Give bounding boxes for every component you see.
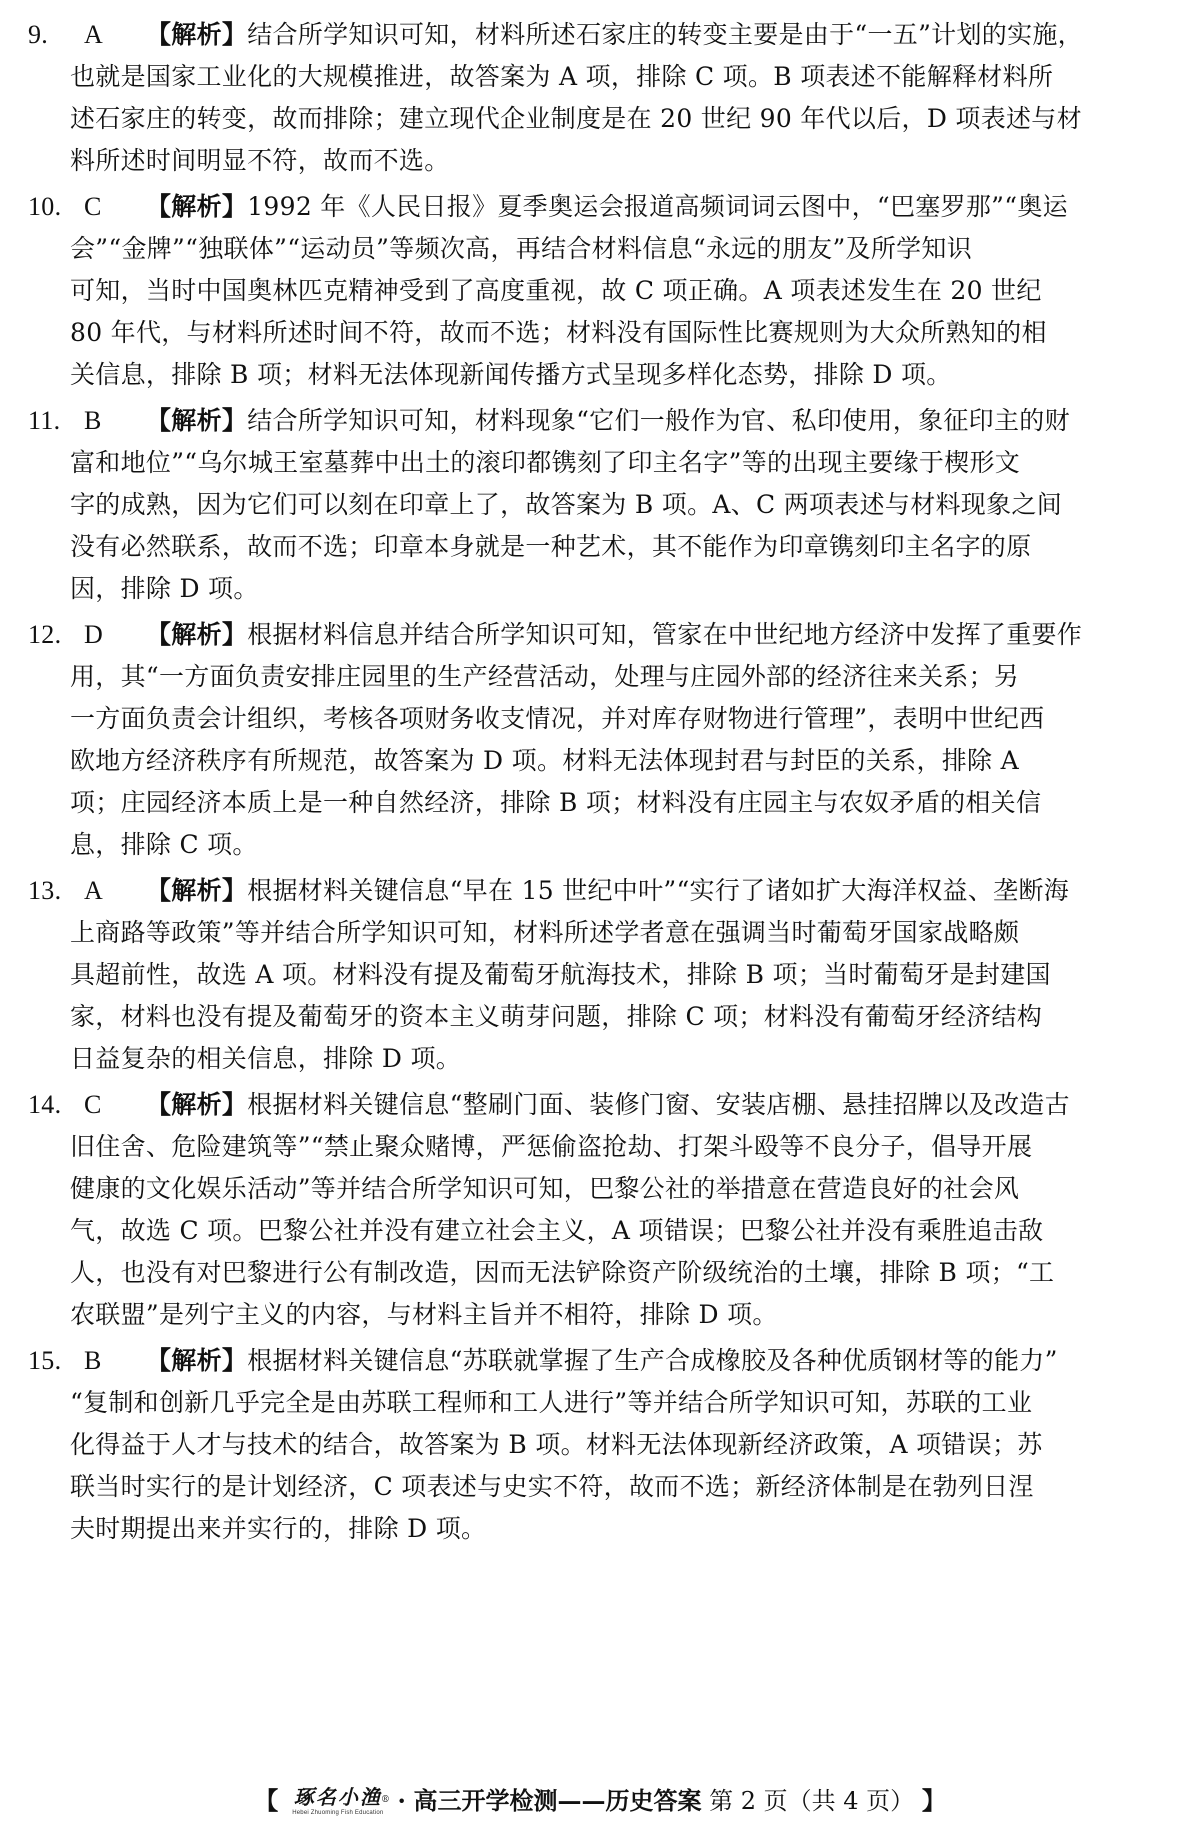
- analysis-line: 述石家庄的转变，故而排除；建立现代企业制度是在 20 世纪 90 年代以后，D 项表述与材: [70, 104, 1082, 133]
- item-first-line: [28, 870, 1178, 912]
- analysis-line: 夫时期提出来并实行的，排除 D 项。: [70, 1514, 487, 1543]
- item-first-line: [28, 614, 1178, 656]
- analysis-line: 联当时实行的是计划经济，C 项表述与史实不符，故而不选；新经济体制是在勃列日涅: [70, 1472, 1034, 1501]
- answer-item-13: [28, 870, 1178, 1080]
- analysis-text: 根据材料信息并结合所学知识可知，管家在中世纪地方经济中发挥了重要作: [247, 620, 1083, 649]
- analysis-line: 健康的文化娱乐活动”等并结合所学知识可知，巴黎公社的举措意在营造良好的社会风: [70, 1174, 1020, 1203]
- question-number: 11.: [28, 406, 61, 435]
- question-number: 14.: [28, 1090, 62, 1119]
- answer-letter: C: [84, 1090, 102, 1119]
- answer-letter: A: [84, 876, 104, 905]
- brand-logo: [290, 1784, 390, 1821]
- analysis-line: 旧住舍、危险建筑等”“禁止聚众赌博，严惩偷盗抢劫、打架斗殴等不良分子，倡导开展: [70, 1132, 1033, 1161]
- analysis-line: 也就是国家工业化的大规模推进，故答案为 A 项，排除 C 项。B 项表述不能解释材料所: [70, 62, 1054, 91]
- answer-letter: C: [84, 192, 102, 221]
- analysis-text: 根据材料关键信息“早在 15 世纪中叶”“实行了诸如扩大海洋权益、垄断海: [247, 876, 1070, 905]
- analysis-line: 会”“金牌”“独联体”“运动员”等频次高，再结合材料信息“永远的朋友”及所学知识: [70, 234, 973, 263]
- analysis-text: 根据材料关键信息“苏联就掌握了生产合成橡胶及各种优质钢材等的能力”: [247, 1346, 1058, 1375]
- answer-letter: B: [84, 406, 102, 435]
- analysis-line: 人，也没有对巴黎进行公有制改造，因而无法铲除资产阶级统治的土壤，排除 B 项；“工: [70, 1258, 1055, 1287]
- analysis-tag: 【解析】: [146, 1090, 248, 1119]
- analysis-text: 结合所学知识可知，材料所述石家庄的转变主要是由于“一五”计划的实施，: [247, 20, 1083, 49]
- footer-separator: ·: [397, 1786, 406, 1815]
- footer-open-bracket: 【: [254, 1786, 279, 1815]
- analysis-line: 没有必然联系，故而不选；印章本身就是一种艺术，其不能作为印章镌刻印主名字的原: [70, 532, 1032, 561]
- analysis-line: 料所述时间明显不符，故而不选。: [70, 146, 450, 175]
- item-first-line: [28, 186, 1178, 228]
- analysis-line: 家，材料也没有提及葡萄牙的资本主义萌芽问题，排除 C 项；材料没有葡萄牙经济结构: [70, 1002, 1043, 1031]
- analysis-text: 结合所学知识可知，材料现象“它们一般作为官、私印使用，象征印主的财: [247, 406, 1070, 435]
- analysis-line: 字的成熟，因为它们可以刻在印章上了，故答案为 B 项。A、C 两项表述与材料现象之间: [70, 490, 1062, 519]
- registered-mark: ®: [380, 1794, 390, 1805]
- question-number: 12.: [28, 620, 62, 649]
- answer-item-9: [28, 14, 1178, 182]
- analysis-line: 上商路等政策”等并结合所学知识可知，材料所述学者意在强调当时葡萄牙国家战略颇: [70, 918, 1020, 947]
- answer-item-12: [28, 614, 1178, 866]
- logo-text: 琢名小渔: [293, 1784, 382, 1809]
- page-footer: [0, 1784, 1200, 1821]
- analysis-line: 具超前性，故选 A 项。材料没有提及葡萄牙航海技术，排除 B 项；当时葡萄牙是封建国: [70, 960, 1051, 989]
- analysis-text: 根据材料关键信息“整刷门面、装修门窗、安装店棚、悬挂招牌以及改造古: [247, 1090, 1070, 1119]
- question-number: 13.: [28, 876, 62, 905]
- footer-close-bracket: 】: [921, 1786, 946, 1815]
- analysis-line: 欧地方经济秩序有所规范，故答案为 D 项。材料无法体现封君与封臣的关系，排除 A: [70, 746, 1019, 775]
- analysis-line: 80 年代，与材料所述时间不符，故而不选；材料没有国际性比赛规则为大众所熟知的相: [70, 318, 1047, 347]
- analysis-tag: 【解析】: [146, 620, 248, 649]
- analysis-line: 一方面负责会计组织，考核各项财务收支情况，并对库存财物进行管理”，表明中世纪西: [70, 704, 1045, 733]
- analysis-line: 可知，当时中国奥林匹克精神受到了高度重视，故 C 项正确。A 项表述发生在 20 世纪: [70, 276, 1042, 305]
- item-first-line: [28, 1084, 1178, 1126]
- answer-letter: D: [84, 620, 104, 649]
- question-number: 10.: [28, 192, 62, 221]
- analysis-line: 项；庄园经济本质上是一种自然经济，排除 B 项；材料没有庄园主与农奴矛盾的相关信: [70, 788, 1042, 817]
- analysis-tag: 【解析】: [146, 406, 248, 435]
- page-number: 第 2 页（共 4 页）: [709, 1787, 915, 1815]
- item-first-line: [28, 14, 1178, 56]
- answer-item-14: [28, 1084, 1178, 1336]
- analysis-tag: 【解析】: [146, 876, 248, 905]
- analysis-line: 因，排除 D 项。: [70, 574, 259, 603]
- analysis-line: 关信息，排除 B 项；材料无法体现新闻传播方式呈现多样化态势，排除 D 项。: [70, 360, 952, 389]
- analysis-line: 息，排除 C 项。: [70, 830, 258, 859]
- answer-letter: A: [84, 20, 104, 49]
- answer-letter: B: [84, 1346, 102, 1375]
- analysis-line: “复制和创新几乎完全是由苏联工程师和工人进行”等并结合所学知识可知，苏联的工业: [70, 1388, 1033, 1417]
- item-first-line: [28, 400, 1178, 442]
- question-number: 15.: [28, 1346, 62, 1375]
- analysis-line: 用，其“一方面负责安排庄园里的生产经营活动，处理与庄园外部的经济往来关系；另: [70, 662, 1020, 691]
- analysis-tag: 【解析】: [146, 192, 248, 221]
- item-first-line: [28, 1340, 1178, 1382]
- answer-list: [28, 14, 1178, 1554]
- analysis-line: 农联盟”是列宁主义的内容，与材料主旨并不相符，排除 D 项。: [70, 1300, 778, 1329]
- analysis-line: 化得益于人才与技术的结合，故答案为 B 项。材料无法体现新经济政策，A 项错误；苏: [70, 1430, 1043, 1459]
- question-number: 9.: [28, 20, 49, 49]
- analysis-tag: 【解析】: [146, 1346, 248, 1375]
- footer-title: 高三开学检测——历史答案: [413, 1786, 702, 1815]
- analysis-line: 日益复杂的相关信息，排除 D 项。: [70, 1044, 462, 1073]
- answer-item-15: [28, 1340, 1178, 1550]
- analysis-line: 富和地位”“乌尔城王室墓葬中出土的滚印都镌刻了印主名字”等的出现主要缘于楔形文: [70, 448, 1021, 477]
- analysis-tag: 【解析】: [146, 20, 248, 49]
- analysis-line: 气，故选 C 项。巴黎公社并没有建立社会主义，A 项错误；巴黎公社并没有乘胜追击敌: [70, 1216, 1044, 1245]
- analysis-text: 1992 年《人民日报》夏季奥运会报道高频词词云图中，“巴塞罗那”“奥运: [247, 192, 1068, 221]
- answer-item-10: [28, 186, 1178, 396]
- answer-item-11: [28, 400, 1178, 610]
- logo-subtitle: Hebei Zhuoming Fish Education: [292, 1809, 384, 1816]
